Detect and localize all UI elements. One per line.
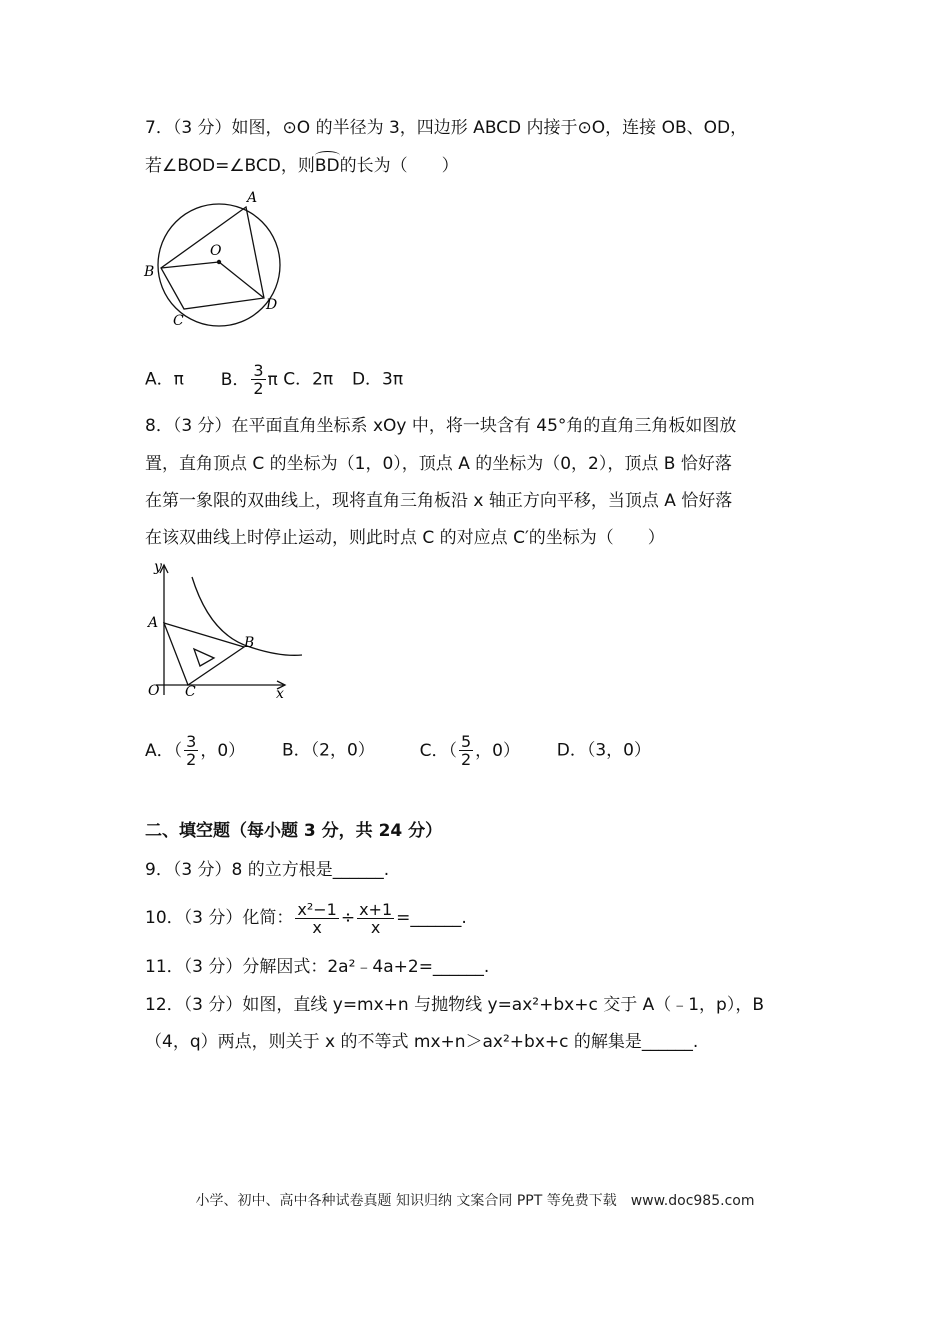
q8-option-c-label: C．（	[419, 740, 457, 761]
q7-options	[145, 362, 403, 397]
q7-option-b-pi: π	[267, 369, 278, 390]
footer-text: 小学、初中、高中各种试卷真题 知识归纳 文案合同 PPT 等免费下载 www.doc985.com	[195, 1193, 755, 1209]
fraction-denominator: 2	[186, 750, 197, 769]
fraction-numerator: 5	[460, 732, 472, 751]
q9-text: 9．（3 分）8 的立方根是______.	[145, 860, 390, 880]
q8-line2: 置，直角顶点 C 的坐标为（1，0），顶点 A 的坐标为（0，2），顶点 B 恰好落	[145, 454, 732, 474]
q7-option-a: A．π	[145, 369, 184, 390]
label-a: A	[247, 190, 258, 206]
q7-circle-figure	[140, 185, 290, 330]
section-title: 二、填空题（每小题 3 分，共 24 分）	[145, 821, 443, 841]
fraction-denominator: x	[312, 917, 322, 937]
q8-option-c-fraction	[459, 733, 473, 768]
q7-option-d: D．3π	[351, 369, 404, 390]
q8-option-b: B．（2，0）	[281, 740, 375, 761]
fraction-denominator: 2	[460, 750, 472, 769]
label-o: O	[148, 683, 160, 699]
q8-option-c	[419, 732, 520, 769]
fraction-numerator: x+1	[359, 899, 393, 919]
label-c: C	[173, 313, 184, 329]
fraction-denominator: 2	[253, 379, 264, 398]
q7-line2-pre: 若∠BOD=∠BCD，则	[145, 156, 315, 176]
q8-line4: 在该双曲线上时停止运动，则此时点 C 的对应点 C′的坐标为（ ）	[145, 528, 665, 548]
q8-line1: 8．（3 分）在平面直角坐标系 xOy 中，将一块含有 45°角的直角三角板如图放	[145, 416, 737, 436]
label-b: B	[144, 264, 155, 280]
q10-divide-op: ÷	[340, 908, 356, 928]
arc-bd: BD	[314, 156, 340, 176]
fraction-denominator: x	[370, 917, 381, 937]
triangle-inner	[194, 649, 214, 666]
q8-option-a-label: A．（	[145, 740, 183, 761]
q8-option-a-fraction	[184, 733, 198, 768]
center-dot	[217, 260, 221, 264]
q7-line2-post: 的长为（ ）	[339, 156, 459, 176]
fraction-numerator: 3	[186, 732, 197, 751]
q8-option-d: D．（3，0）	[556, 740, 652, 761]
q8-line3: 在第一象限的双曲线上，现将直角三角板沿 x 轴正方向平移，当顶点 A 恰好落	[145, 491, 733, 511]
q11-text: 11．（3 分）分解因式：2a²﹣4a+2=______.	[145, 957, 490, 977]
circle-o	[158, 204, 280, 326]
q10-line	[145, 898, 467, 938]
q10-fraction-1	[295, 901, 338, 936]
label-o: O	[210, 243, 222, 259]
label-c: C	[185, 684, 196, 700]
q12-line1: 12．（3 分）如图，直线 y=mx+n 与抛物线 y=ax²+bx+c 交于 A（﹣1，p），B	[145, 995, 764, 1015]
q8-option-a-tail: ，0）	[200, 740, 246, 761]
q7-option-b	[220, 361, 278, 398]
q10-post: =______.	[396, 908, 467, 928]
q8-option-c-tail: ，0）	[475, 740, 520, 761]
q8-coordinate-figure	[140, 555, 310, 705]
label-x: x	[276, 686, 284, 702]
fraction-numerator: x²−1	[297, 899, 337, 919]
label-a: A	[148, 615, 159, 631]
label-b: B	[244, 635, 255, 651]
fraction-numerator: 3	[253, 361, 264, 380]
q10-pre: 10．（3 分）化简：	[145, 908, 294, 928]
segment-ob	[161, 262, 219, 268]
label-d: D	[266, 297, 278, 313]
segment-od	[219, 262, 264, 298]
q10-fraction-2	[357, 901, 394, 936]
label-y: y	[154, 559, 162, 575]
q7-option-b-fraction	[251, 362, 265, 397]
q7-option-c: C．2π	[283, 369, 334, 390]
q7-line2	[145, 154, 459, 178]
q7-option-b-label: B．	[220, 369, 250, 390]
q7-line1: 7．（3 分）如图，⊙O 的半径为 3，四边形 ABCD 内接于⊙O，连接 OB、OD，	[145, 118, 748, 138]
q8-option-a	[145, 732, 246, 769]
q8-options	[145, 733, 651, 768]
q12-line2: （4，q）两点，则关于 x 的不等式 mx+n＞ax²+bx+c 的解集是______.	[145, 1032, 699, 1052]
